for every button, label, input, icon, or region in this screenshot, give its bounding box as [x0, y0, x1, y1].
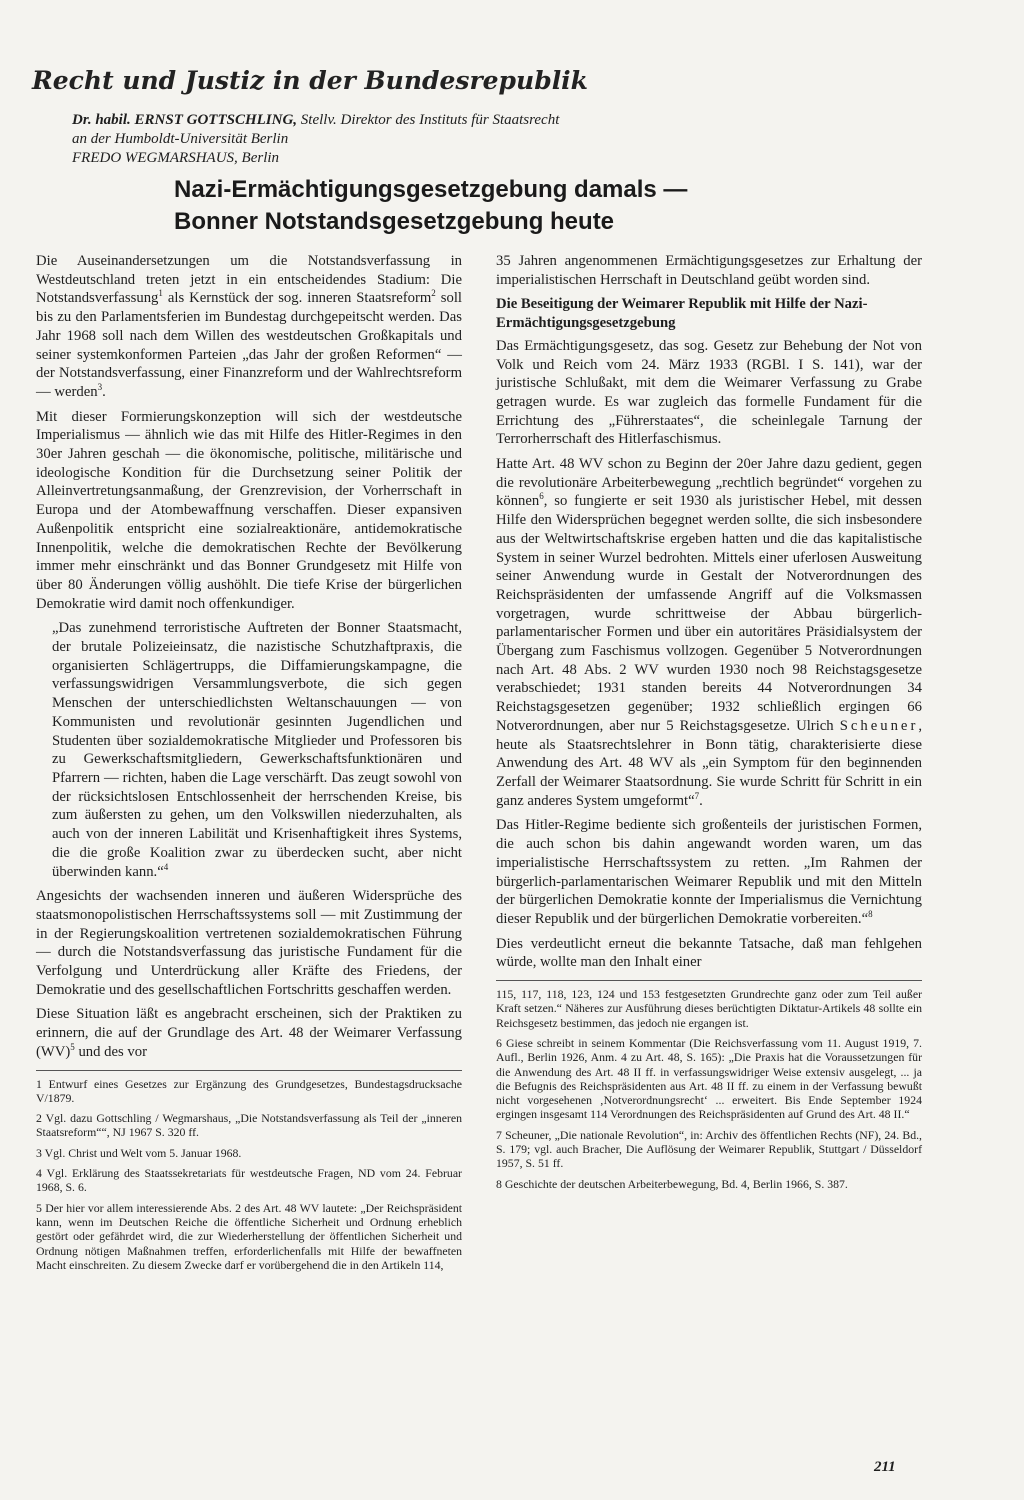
footnote-divider [36, 1070, 462, 1071]
author-1-role-line-2: an der Humboldt-Universität Berlin [72, 131, 289, 147]
page-number: 211 [874, 1459, 896, 1475]
footnote: 1 Entwurf eines Gesetzes zur Ergänzung des Grundgesetzes, Bundestagsdrucksache V/1879. [36, 1076, 462, 1105]
footnote-ref: 8 [868, 909, 873, 920]
footnote: 6 Giese schreibt in seinem Kommentar (Die Reichsverfassung vom 11. August 1919, 7. Aufl., Berlin 1926, Anm. 4 zu Art. 48, S. 165): „Die Praxis hat die Voraussetzungen für die Anwendung des Art. 48 II ff. in verfassungswidriger Weise extensiv ausgelegt, ... ja die Befugnis des Reichspräsidenten aus Art. 48 II ff. zu einem in der Verfassung bewußt nicht vorgesehenen ‚Notverordnungsrecht‘ ... erweitert. Bis Ende September 1924 ergingen insgesamt 114 Verordnungen des Reichspräsidenten auf Grund des Art. 48 II.“ [496, 1035, 922, 1122]
article-title-line-1: Nazi-Ermächtigungsgesetzgebung damals — [174, 176, 688, 203]
footnote: 2 Vgl. dazu Gottschling / Wegmarshaus, „Die Notstandsverfassung als Teil der „inneren Staatsreform““, NJ 1967 S. 320 ff. [36, 1111, 462, 1140]
author-block [72, 111, 712, 168]
paragraph: Das Hitler-Regime bediente sich großenteils der juristischen Formen, die auch schon bis dahin angewandt worden waren, um das imperialistische Herrschaftssystem zu retten. „Im Rahmen der bürgerlich-parlamentarischen Weimarer Republik und mit den Mitteln der bürgerlichen Demokratie konnte der Imperialismus die Vernichtung dieser Republik und der bürgerlichen Demokratie vorbereiten.“$^8$ [496, 817, 922, 927]
footnote-divider [496, 980, 922, 981]
paragraph: Dies verdeutlicht erneut die bekannte Tatsache, daß man fehlgehen würde, wollte man den Inhalt einer [496, 935, 922, 971]
paragraph: Mit dieser Formierungskonzeption will sich der westdeutsche Imperialismus — ähnlich wie das mit Hilfe des Hitler-Regimes in den 30er Jahren geschah — die ökonomische, politische, militärische und ideologische Kondition für die Durchsetzung seiner Politik der Alleinvertretungsanmaßung, der Grenzrevision, der Vorherrschaft in Europa und der Atombewaffnung verschaffen. Dieser expansiven Außenpolitik entspricht eine sozialreaktionäre, antidemokratische Innenpolitik, welche die demokratischen Rechte der Bevölkerung immer mehr einschränkt und das Bonner Grundgesetz mit Hilfe von über 80 Änderungen völlig aushöhlt. Die tiefe Krise der bürgerlichen Demokratie wird damit noch offenkundiger. [36, 408, 462, 612]
footnote: 8 Geschichte der deutschen Arbeiterbewegung, Bd. 4, Berlin 1966, S. 387. [496, 1176, 848, 1191]
footnote: 3 Vgl. Christ und Welt vom 5. Januar 1968. [36, 1145, 242, 1160]
right-column [496, 252, 922, 1197]
paragraph: Das Ermächtigungsgesetz, das sog. Gesetz zur Behebung der Not von Volk und Reich vom 24. März 1933 (RGBl. I S. 141), war der juristische Schlußakt, mit dem die Weimarer Verfassung zu Grabe getragen wurde. Es war zugleich das formelle Fundament für die Errichtung des „Führerstaates“, die scheinlegale Tarnung der Terrorherrschaft des Hitlerfaschismus. [496, 337, 922, 448]
footnote: 4 Vgl. Erklärung des Staatssekretariats für westdeutsche Fragen, ND vom 24. Februar 1968, S. 6. [36, 1166, 462, 1195]
section-heading: Die Beseitigung der Weimarer Republik mit Hilfe der Nazi-Ermächtigungsgesetzgebung [496, 296, 868, 332]
spaced-name: Scheuner [839, 717, 919, 734]
paragraph: Die Auseinandersetzungen um die Notstandsverfassung in Westdeutschland treten jetzt in ein entscheidendes Stadium: Die Notstandsverfassung$^1$ als Kernstück der sog. inneren Staatsreform$^2$ soll bis zu den Parlamentsferien im Bundestag durchgepeitscht werden. Das Jahr 1968 soll nach dem Willen des westdeutschen Großkapitals und seiner systemkonformen Parteien „das Jahr der großen Reformen“ — der Notstandsverfassung, einer Finanzreform und der Wahlrechtsreform — werden$^3$. [36, 253, 462, 400]
paragraph: Diese Situation läßt es angebracht erscheinen, sich der Praktiken zu erinnern, die auf der Grundlage des Art. 48 der Weimarer Verfassung (WV)$^5$ und des vor [36, 1006, 462, 1060]
left-column [36, 252, 462, 1278]
paragraph: 35 Jahren angenommenen Ermächtigungsgesetzes zur Erhaltung der imperialistischen Herrschaft in Deutschland geübt worden sind. [496, 253, 922, 288]
footnote: 7 Scheuner, „Die nationale Revolution“, in: Archiv des öffentlichen Rechts (NF), 24. Bd., S. 179; vgl. auch Bracher, Die Auflösung der Weimarer Republik, Stuttgart / Düsseldorf 1957, S. 51 ff. [496, 1127, 922, 1171]
block-quote: „Das zunehmend terroristische Auftreten der Bonner Staatsmacht, der brutale Polizeieinsatz, die nazistische Schutzhaftpraxis, die organisierten Schlägertrupps, die Diffamierungskampagne, die verfassungswidrigen Versammlungsverbote, die sich gegen Menschen der unterschiedlichsten Weltanschauungen — von Kommunisten und revolutionär gesinnten Jugendlichen und Studenten über sozialdemokratische Mitglieder und Professoren bis zu Gewerkschaftsmitgliedern, Gewerkschaftsfunktionären und Pfarrern — richten, haben die Lage verschärft. Das zeugt sowohl von der rücksichtslosen Entschlossenheit der herrschenden Kreise, bis zum äußersten zu gehen, um den Volkswillen niederzuhalten, als auch von der inneren Labilität und Krisenhaftigkeit ihres Systems, die die große Koalition zwar zu überdecken sucht, aber nicht überwinden kann.“$^4$ [52, 620, 462, 880]
paragraph: Hatte Art. 48 WV schon zu Beginn der 20er Jahre dazu gedient, gegen die revolutionäre Arbeiterbewegung „rechtlich begründet“ vorgehen zu können$^6$, so fungierte er seit 1930 als juristischer Hebel, mit dessen Hilfe den Widersprüchen begegnet werden sollte, die sich insbesondere aus der Weltwirtschaftskrise ergeben hatten und die das kapitalistische System in seiner Wurzel bedrohten. Mittels einer uferlosen Ausweitung seiner Anwendung wurde in Gestalt der Notverordnungen des Reichspräsidenten der umfassende Angriff auf die Volksmassen vorgetragen, wurde schrittweise der Abbau bürgerlich-parlamentarischer Formen und über ein autoritäres Präsidialsystem der Übergang zum Faschismus vollzogen. Gegenüber 5 Notverordnungen nach Art. 48 Abs. 2 WV wurden 1930 noch 98 Reichstagsgesetze verabschiedet; 1931 standen bereits 44 Notverordnungen 34 Reichstagsgesetzen gegenüber; 1932 schließlich ergingen 66 Notverordnungen, aber nur 5 Reichstagsgesetze. Ulrich Scheuner, heute als Staatsrechtslehrer in Bonn tätig, charakterisierte diese Anwendung des Art. 48 WV als „ein Symptom für den beginnenden Zerfall der Weimarer Staatsordnung. Sie wurde Schritt für Schritt in ein ganz anderes System umgeformt“$^7$. [496, 456, 923, 809]
footnote-ref: 3 [97, 382, 103, 393]
footnote-ref: 6 [539, 491, 544, 502]
footnote-ref: 1 [158, 288, 163, 299]
footnote-continuation: 115, 117, 118, 123, 124 und 153 festgesetzten Grundrechte ganz oder zum Teil außer Kraft setzen.“ Näheres zur Ausführung dieses berüchtigten Diktatur-Artikels 48 sollte ein Reichsgesetz bestimmen, das jedoch nie ergangen ist. [496, 987, 922, 1030]
author-1-role: Stellv. Direktor des Instituts für Staatsrecht [297, 112, 560, 128]
footnote-ref: 2 [431, 288, 436, 299]
footnote-ref: 7 [694, 790, 700, 801]
article-title [174, 174, 814, 238]
author-1-line [72, 111, 712, 130]
footnote-ref: 4 [163, 861, 169, 872]
article-title-line-2: Bonner Notstandsgesetzgebung heute [174, 208, 615, 235]
paragraph: Angesichts der wachsenden inneren und äußeren Widersprüche des staatsmonopolistischen Herrschaftssystems soll — mit Zustimmung der in der Regierungskoalition vertretenen sozialdemokratischen Führung — durch die Notstandsverfassung das juristische Fundament für die Verfolgung und Unterdrückung aller Kräfte des Friedens, der Demokratie und des gesellschaftlichen Fortschritts geschaffen werden. [36, 888, 462, 998]
footnote-ref: 5 [70, 1041, 75, 1052]
author-2: FREDO WEGMARSHAUS, Berlin [72, 150, 280, 166]
section-title: Recht und Justiz in der Bundesrepublik [32, 66, 589, 95]
footnote: 5 Der hier vor allem interessierende Abs. 2 des Art. 48 WV lautete: „Der Reichspräsident kann, wenn im Deutschen Reiche die öffentliche Sicherheit und Ordnung erheblich gestört oder gefährdet wird, die zur Wiederherstellung der öffentlichen Sicherheit und Ordnung nötigen Maßnahmen treffen, erforderlichenfalls mit Hilfe der bewaffneten Macht einschreiten. Zu diesem Zwecke darf er vorübergehend die in den Artikeln 114, [36, 1200, 462, 1272]
author-1-name: Dr. habil. ERNST GOTTSCHLING, [72, 112, 298, 128]
